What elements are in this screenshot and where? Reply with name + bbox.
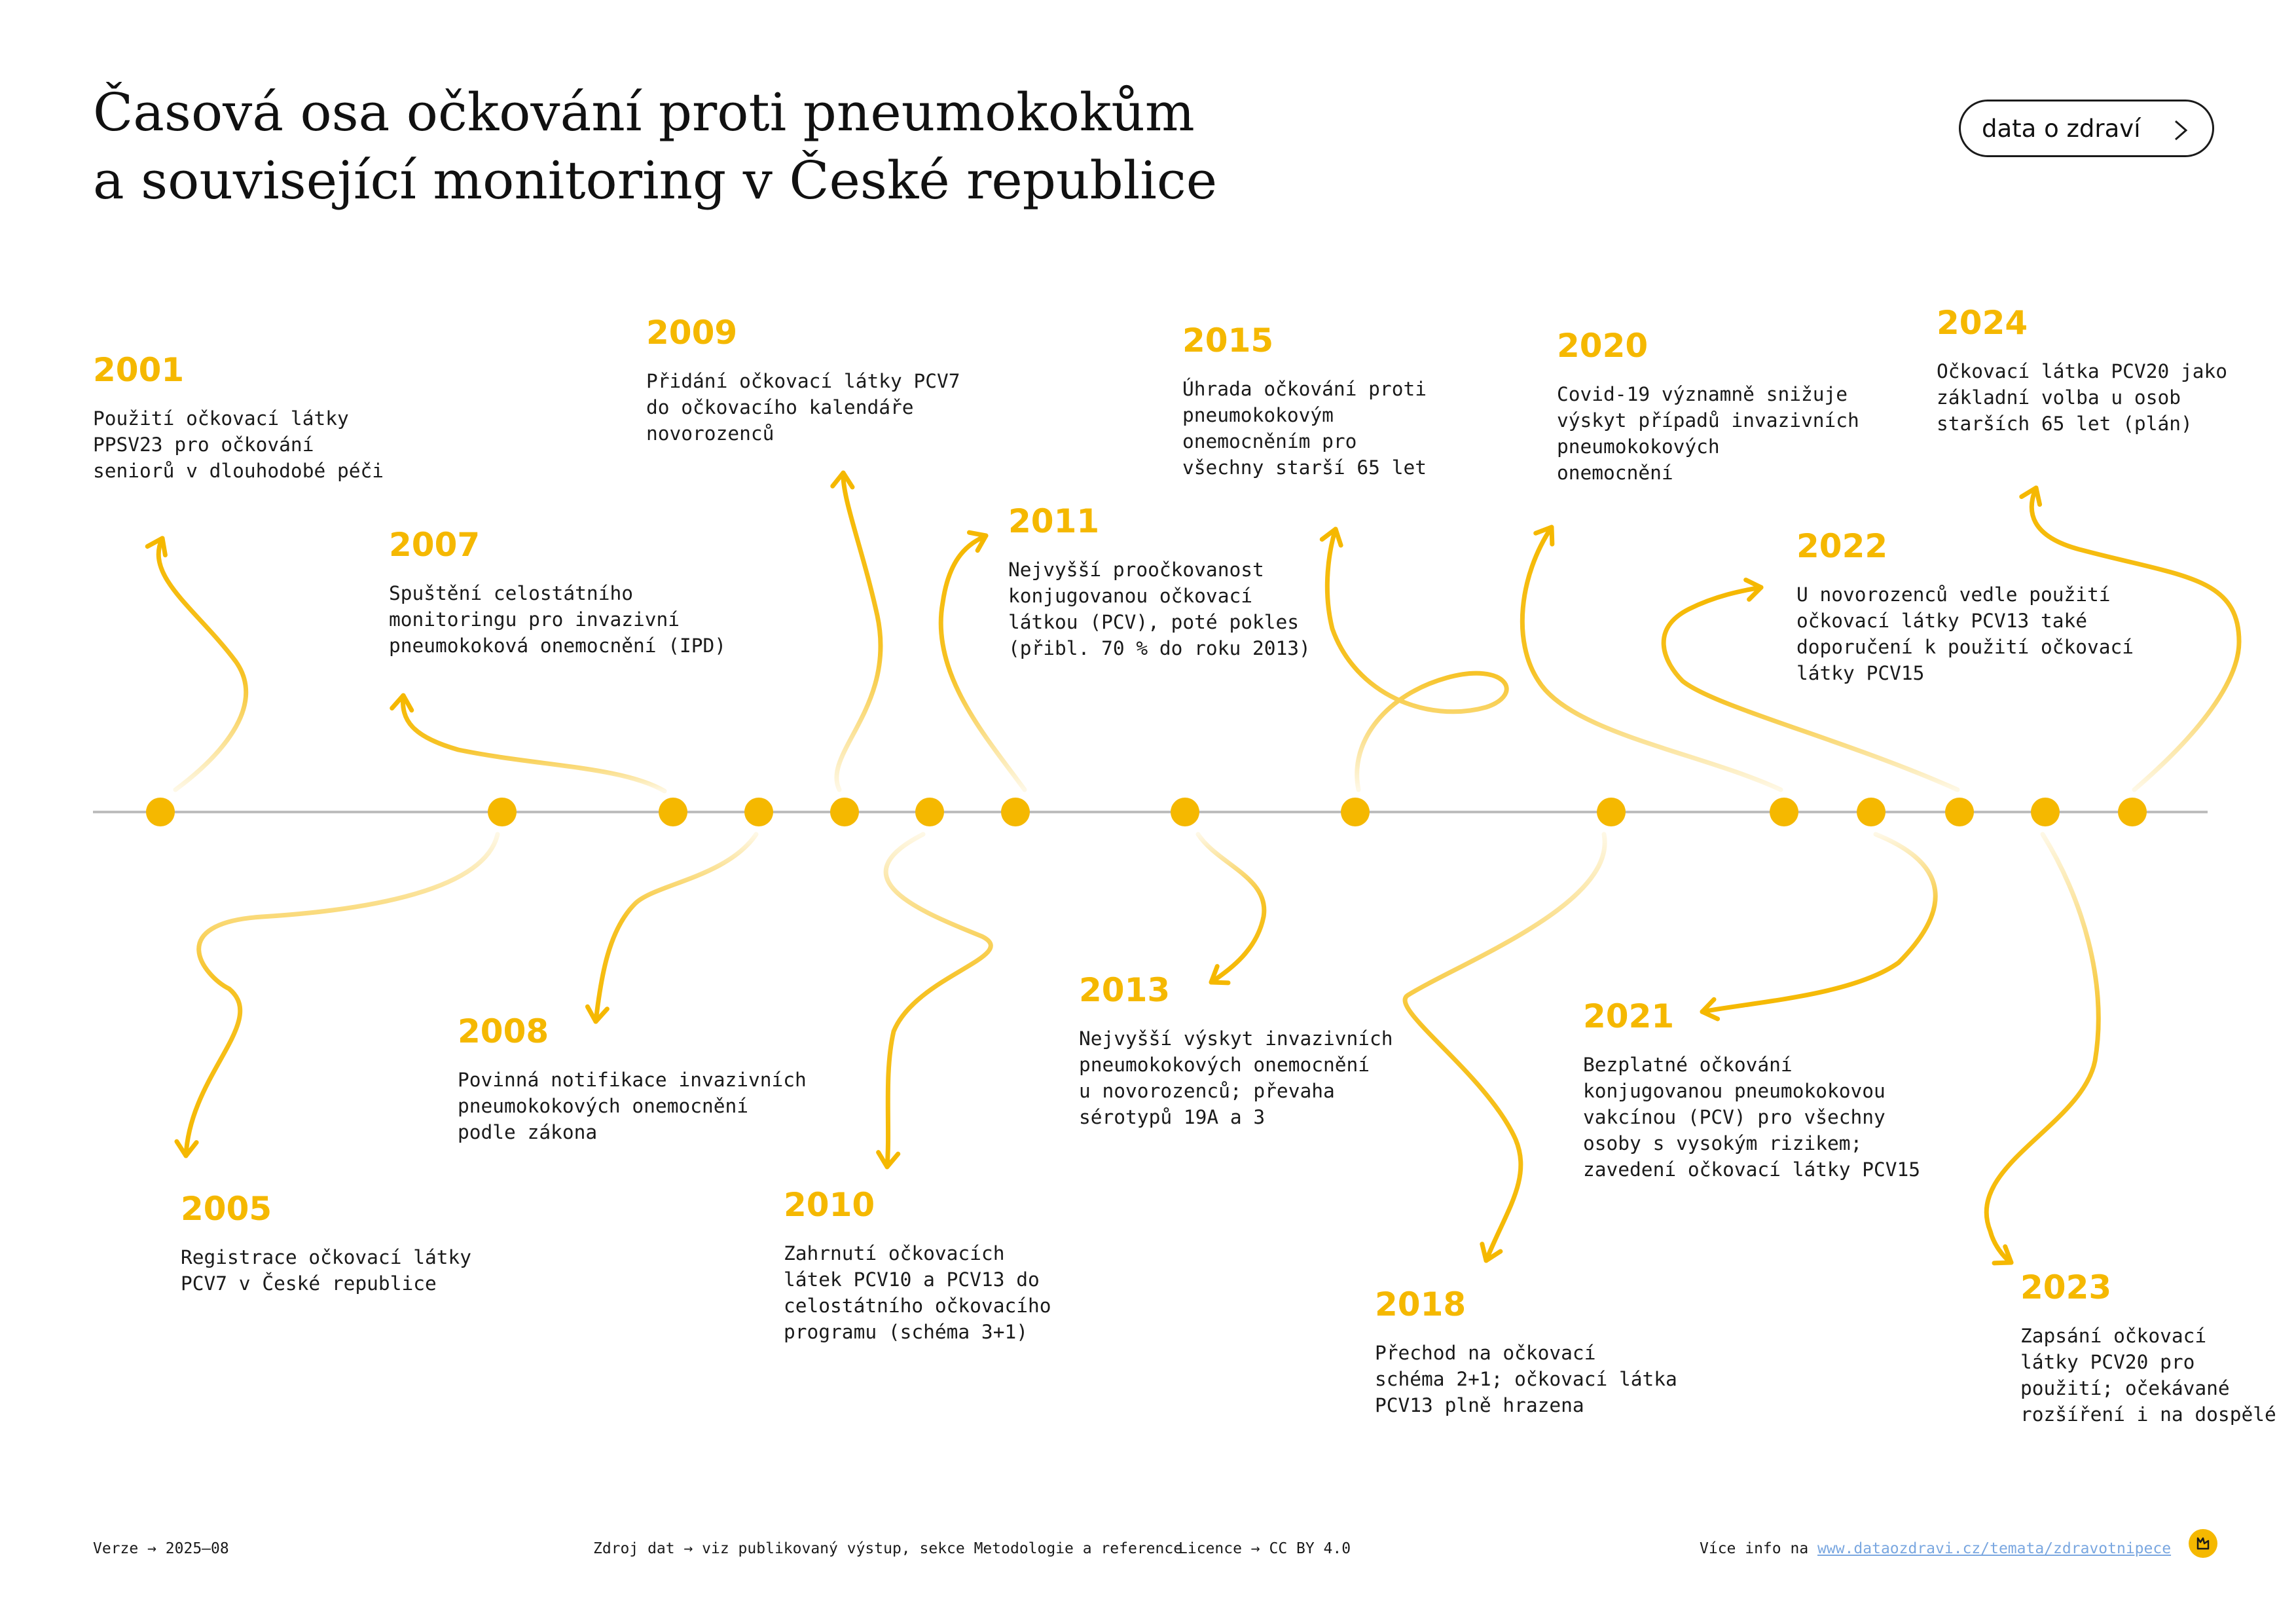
data-o-zdravi-logo-icon (2189, 1529, 2217, 1558)
event-2005 (181, 1189, 574, 1297)
event-description: U novorozenců vedle použití očkovací látky PCV13 také doporučení k použití očkovací látky PCV15 (1796, 583, 2134, 684)
event-2020 (1557, 326, 1950, 486)
event-year: 2023 (2020, 1268, 2112, 1306)
event-year: 2022 (1796, 527, 1888, 565)
connector-2010 (886, 834, 991, 1167)
timeline-dot-2010 (915, 798, 944, 826)
connector-2001 (158, 538, 246, 790)
event-description: Očkovací látka PCV20 jako základní volba u osob starších 65 let (plán) (1937, 360, 2228, 435)
data-o-zdravi-link-button[interactable] (1959, 100, 2214, 157)
event-description: Použití očkovací látky PPSV23 pro očkování seniorů v dlouhodobé péči (93, 407, 384, 482)
connector-2005 (186, 834, 498, 1156)
event-2022 (1796, 526, 2189, 686)
event-year: 2021 (1583, 997, 1675, 1035)
event-description: Bezplatné očkování konjugovanou pneumokokovou vakcínou (PCV) pro všechny osoby s vysokým rizikem; zavedení očkovací látky PCV15 (1583, 1054, 1921, 1181)
event-description: Povinná notifikace invazivních pneumokokových onemocnění podle zákona (458, 1069, 807, 1143)
timeline-dot-2005 (488, 798, 517, 826)
connector-2013 (1198, 834, 1264, 982)
event-year: 2008 (458, 1012, 549, 1050)
timeline-dot-2023 (2031, 798, 2060, 826)
event-year: 2010 (784, 1186, 875, 1224)
footer-source: Zdroj dat → viz publikovaný výstup, sekce Metodologie a reference (593, 1540, 1183, 1557)
timeline-dot-2001 (146, 798, 175, 826)
event-2015 (1182, 321, 1575, 481)
event-2007 (389, 525, 782, 659)
footer-more-info (1700, 1540, 2171, 1557)
title-line-1: Časová osa očkování proti pneumokokům (93, 82, 1195, 143)
event-year: 2020 (1557, 327, 1649, 365)
event-description: Registrace očkovací látky PCV7 v České republice (181, 1246, 472, 1295)
event-2001 (93, 350, 486, 484)
event-description: Nejvyšší výskyt invazivních pneumokokových onemocnění u novorozenců; převaha sérotypů 19A a 3 (1079, 1027, 1393, 1128)
connector-2023 (1986, 834, 2098, 1263)
event-year: 2011 (1008, 502, 1100, 540)
event-2024 (1937, 303, 2277, 437)
connector-2020 (1522, 527, 1781, 790)
event-description: Covid-19 významně snižuje výskyt případů invazivních pneumokokových onemocnění (1557, 383, 1859, 484)
footer-version: Verze → 2025–08 (93, 1540, 229, 1557)
event-year: 2007 (389, 526, 481, 564)
event-year: 2015 (1182, 322, 1274, 360)
title-line-2: a související monitoring v České republice (93, 150, 1218, 211)
event-2011 (1008, 502, 1401, 661)
connector-2007 (403, 695, 665, 791)
event-year: 2018 (1375, 1285, 1467, 1323)
event-description: Zapsání očkovací látky PCV20 pro použití; očekávané rozšíření i na dospělé (2020, 1325, 2276, 1426)
event-2010 (784, 1185, 1176, 1345)
event-2023 (2020, 1268, 2282, 1428)
event-2018 (1375, 1285, 1768, 1418)
connector-2008 (596, 834, 756, 1022)
link-button-label: data o zdraví (1982, 114, 2141, 143)
event-description: Přechod na očkovací schéma 2+1; očkovací látka PCV13 plně hrazena (1375, 1342, 1677, 1416)
footer-more-prefix: Více info na (1700, 1540, 1818, 1557)
chevron-right-icon (2168, 117, 2194, 143)
event-year: 2005 (181, 1190, 272, 1228)
event-2009 (646, 313, 1039, 447)
event-description: Úhrada očkování proti pneumokokovým onemocněním pro všechny starší 65 let (1182, 378, 1427, 479)
timeline-dot-2024 (2118, 798, 2147, 826)
event-2021 (1583, 997, 1976, 1183)
footer-license: Licence → CC BY 4.0 (1178, 1540, 1351, 1557)
event-year: 2009 (646, 314, 738, 352)
event-2008 (458, 1012, 850, 1145)
timeline-dot-2008 (744, 798, 773, 826)
connector-2021 (1702, 834, 1935, 1012)
timeline-dot-2009 (830, 798, 859, 826)
arrowhead-2001 (147, 538, 165, 555)
timeline-dot-2007 (659, 798, 687, 826)
timeline-dot-2015 (1341, 798, 1370, 826)
event-year: 2013 (1079, 971, 1171, 1009)
event-description: Zahrnutí očkovacích látek PCV10 a PCV13 do celostátního očkovacího programu (schéma 3+1) (784, 1242, 1051, 1343)
timeline-dot-2018 (1597, 798, 1626, 826)
event-description: Přidání očkovací látky PCV7 do očkovacího kalendáře novorozenců (646, 370, 960, 445)
event-description: Nejvyšší proočkovanost konjugovanou očkovací látkou (PCV), poté pokles (přibl. 70 % do roku 2013) (1008, 559, 1311, 659)
event-description: Spuštění celostátního monitoringu pro invazivní pneumokoková onemocnění (IPD) (389, 582, 727, 657)
timeline-dot-2013 (1171, 798, 1199, 826)
timeline-dot-2021 (1857, 798, 1886, 826)
timeline-dot-2022 (1945, 798, 1974, 826)
event-2013 (1079, 970, 1472, 1130)
timeline-dot-2011 (1001, 798, 1030, 826)
event-year: 2024 (1937, 304, 2028, 342)
event-year: 2001 (93, 351, 185, 389)
connector-2009 (837, 473, 881, 790)
timeline-dot-2020 (1770, 798, 1798, 826)
page-title (93, 79, 1217, 215)
footer-more-link[interactable]: www.dataozdravi.cz/temata/zdravotnipece (1817, 1540, 2172, 1557)
